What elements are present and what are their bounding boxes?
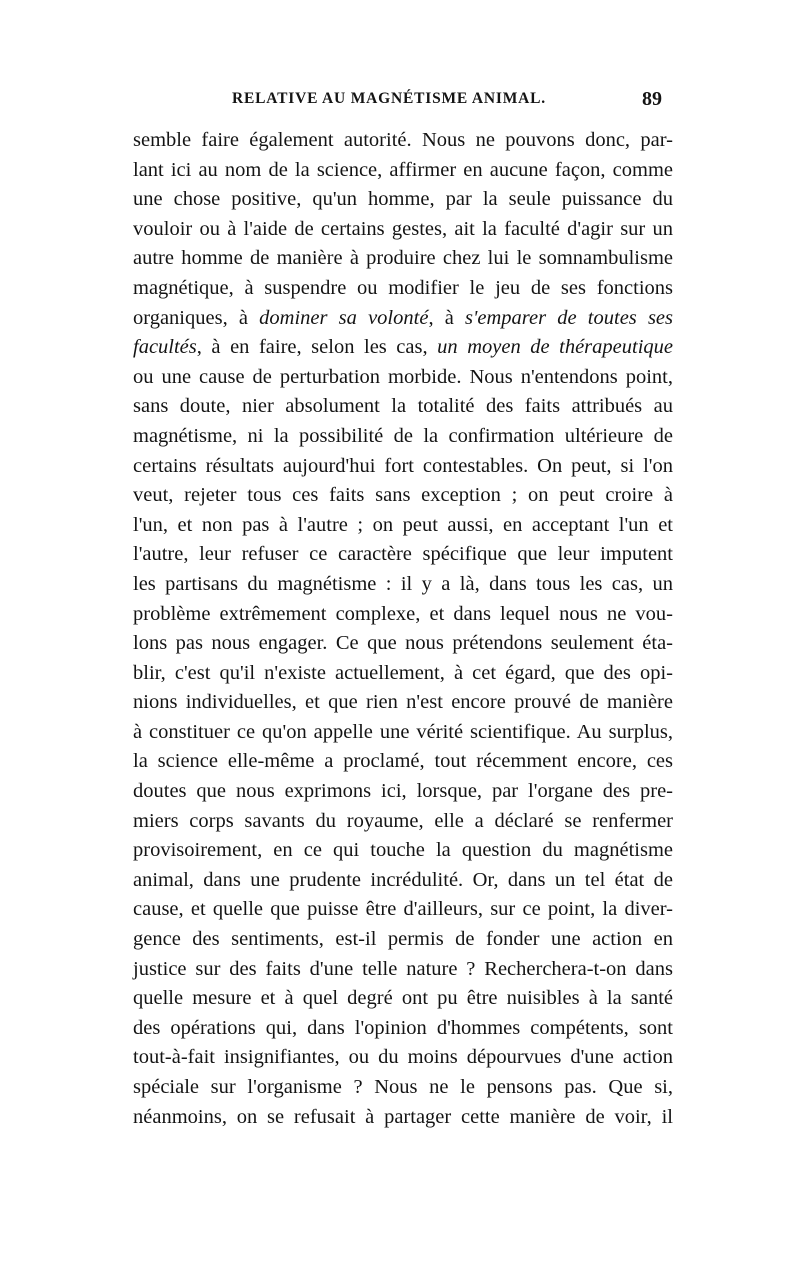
italic-phrase: dominer sa volonté — [259, 306, 429, 329]
text-line: à constituer ce qu'on appelle une vérité scientifique. Au surplus, — [133, 720, 673, 743]
text-line: tout-à-fait insignifiantes, ou du moins dépourvues d'une action — [133, 1046, 673, 1069]
text-line: les partisans du magnétisme : il y a là, dans tous les cas, un — [133, 572, 673, 595]
text-line: une chose positive, qu'un homme, par la seule puissance du — [133, 188, 673, 211]
text-line: des opérations qui, dans l'opinion d'hommes compétents, sont — [133, 1016, 673, 1039]
text-line — [133, 333, 673, 363]
italic-phrase: s'emparer de toutes ses — [465, 306, 673, 329]
text-run: organiques, à — [133, 306, 260, 329]
text-line — [133, 304, 673, 334]
text-line: l'un, et non pas à l'autre ; on peut aussi, en acceptant l'un et — [133, 513, 673, 536]
text-line: quelle mesure et à quel degré ont pu être nuisibles à la santé — [133, 987, 673, 1010]
text-line: néanmoins, on se refusait à partager cette manière de voir, il — [133, 1105, 673, 1128]
text-line: autre homme de manière à produire chez lui le somnambulisme — [133, 247, 673, 270]
running-head: RELATIVE AU MAGNÉTISME ANIMAL. — [232, 90, 546, 107]
text-line: blir, c'est qu'il n'existe actuellement, à cet égard, que des opi- — [133, 661, 673, 684]
text-line: gence des sentiments, est-il permis de fonder une action en — [133, 928, 673, 951]
body-text — [133, 126, 673, 1132]
text-line: problème extrêmement complexe, et dans lequel nous ne vou- — [133, 602, 673, 625]
text-line: nions individuelles, et que rien n'est encore prouvé de manière — [133, 691, 673, 714]
italic-phrase: un moyen de thérapeutique — [437, 336, 673, 359]
text-line: justice sur des faits d'une telle nature ? Recherchera-t-on dans — [133, 957, 673, 980]
text-line: lant ici au nom de la science, affirmer en aucune façon, comme — [133, 158, 673, 181]
text-line: certains résultats aujourd'hui fort contestables. On peut, si l'on — [133, 454, 673, 477]
text-line: semble faire également autorité. Nous ne pouvons donc, par- — [133, 129, 673, 151]
text-line: ou une cause de perturbation morbide. Nous n'entendons point, — [133, 365, 673, 388]
page-number: 89 — [642, 88, 662, 110]
page-header — [132, 90, 672, 116]
text-line: magnétisme, ni la possibilité de la confirmation ultérieure de — [133, 424, 673, 447]
text-line: spéciale sur l'organisme ? Nous ne le pensons pas. Que si, — [133, 1076, 673, 1098]
text-run: , à en faire, selon les cas, — [196, 336, 438, 359]
text-line: l'autre, leur refuser ce caractère spécifique que leur imputent — [133, 543, 673, 566]
text-line: veut, rejeter tous ces faits sans exception ; on peut croire à — [133, 484, 673, 507]
italic-phrase: facultés — [133, 336, 197, 359]
text-line: provisoirement, en ce qui touche la question du magnétisme — [133, 839, 673, 862]
text-line: miers corps savants du royaume, elle a déclaré se renfermer — [133, 809, 673, 832]
text-line: lons pas nous engager. Ce que nous prétendons seulement éta- — [133, 632, 673, 655]
text-line: vouloir ou à l'aide de certains gestes, ait la faculté d'agir sur un — [133, 217, 673, 240]
text-line: la science elle-même a proclamé, tout récemment encore, ces — [133, 750, 673, 773]
text-line: animal, dans une prudente incrédulité. Or, dans un tel état de — [133, 868, 673, 891]
text-line: sans doute, nier absolument la totalité des faits attribués au — [133, 395, 673, 418]
text-line: doutes que nous exprimons ici, lorsque, par l'organe des pre- — [133, 780, 673, 803]
text-line: magnétique, à suspendre ou modifier le jeu de ses fonctions — [133, 276, 673, 299]
text-line: cause, et quelle que puisse être d'ailleurs, sur ce point, la diver- — [133, 898, 673, 921]
text-run: , à — [428, 306, 466, 329]
